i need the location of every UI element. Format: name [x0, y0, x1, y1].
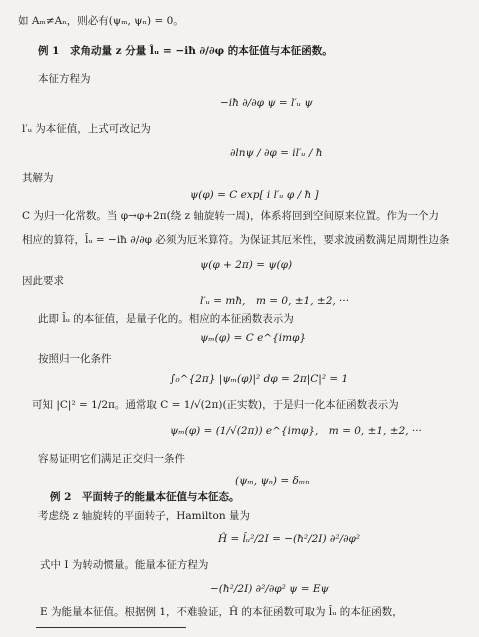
equation-line: ψₘ(φ) = (1/√(2π)) e^{imφ}, m = 0, ±1, ±2, ···: [170, 425, 422, 437]
text-line: 如 Aₘ≠Aₙ，则必有(ψₘ, ψₙ) = 0。: [18, 15, 184, 27]
equation-line: ψₘ(φ) = C e^{imφ}: [200, 332, 307, 344]
text-line: E 为能量本征值。根据例 1，不难验证，Ĥ 的本征函数可取为 l̂ᵤ 的本征函数，: [40, 606, 403, 618]
text-line: 可知 |C|² = 1/2π。通常取 C = 1/√(2π)(正实数)，于是归一化本征函数表示为: [32, 399, 399, 411]
text-line: 容易证明它们满足正交归一条件: [38, 453, 185, 465]
footnote-rule: [36, 627, 186, 628]
text-line: 本征方程为: [38, 73, 91, 85]
equation-line: −iħ ∂/∂φ ψ = l′ᵤ ψ: [220, 97, 313, 109]
text-line: 式中 I 为转动惯量。能量本征方程为: [40, 559, 209, 571]
text-line: 相应的算符，l̂ᵤ = −iħ ∂/∂φ 必须为厄米算符。为保证其厄米性，要求波函数满足周期性边条: [22, 234, 450, 246]
text-line: 例 1 求角动量 z 分量 l̂ᵤ = −iħ ∂/∂φ 的本征值与本征函数。: [38, 45, 333, 57]
equation-line: l′ᵤ = mħ, m = 0, ±1, ±2, ···: [200, 295, 350, 307]
text-line: l′ᵤ 为本征值，上式可改记为: [22, 123, 151, 135]
text-line: 其解为: [22, 172, 54, 184]
equation-line: (ψₘ, ψₙ) = δₘₙ: [235, 475, 310, 487]
equation-line: Ĥ = l̂ᵤ²/2I = −(ħ²/2I) ∂²/∂φ²: [218, 533, 361, 545]
equation-line: −(ħ²/2I) ∂²/∂φ² ψ = Eψ: [210, 583, 329, 595]
text-line: 考虑绕 z 轴旋转的平面转子，Hamilton 量为: [38, 510, 250, 522]
equation-line: ∫₀^{2π} |ψₘ(φ)|² dφ = 2π|C|² = 1: [170, 373, 349, 385]
equation-line: ∂lnψ / ∂φ = il′ᵤ / ħ: [230, 147, 323, 159]
text-line: 按照归一化条件: [38, 353, 112, 365]
text-line: 例 2 平面转子的能量本征值与本征态。: [50, 491, 240, 503]
text-line: C 为归一化常数。当 φ→φ+2π(绕 z 轴旋转一周)，体系将回到空间原来位置。作为一个力: [22, 210, 439, 222]
text-line: 因此要求: [22, 275, 64, 287]
equation-line: ψ(φ + 2π) = ψ(φ): [200, 259, 293, 271]
text-line: 此即 l̂ᵤ 的本征值，是量子化的。相应的本征函数表示为: [38, 313, 294, 325]
equation-line: ψ(φ) = C exp[ i l′ᵤ φ / ħ ]: [190, 189, 319, 201]
